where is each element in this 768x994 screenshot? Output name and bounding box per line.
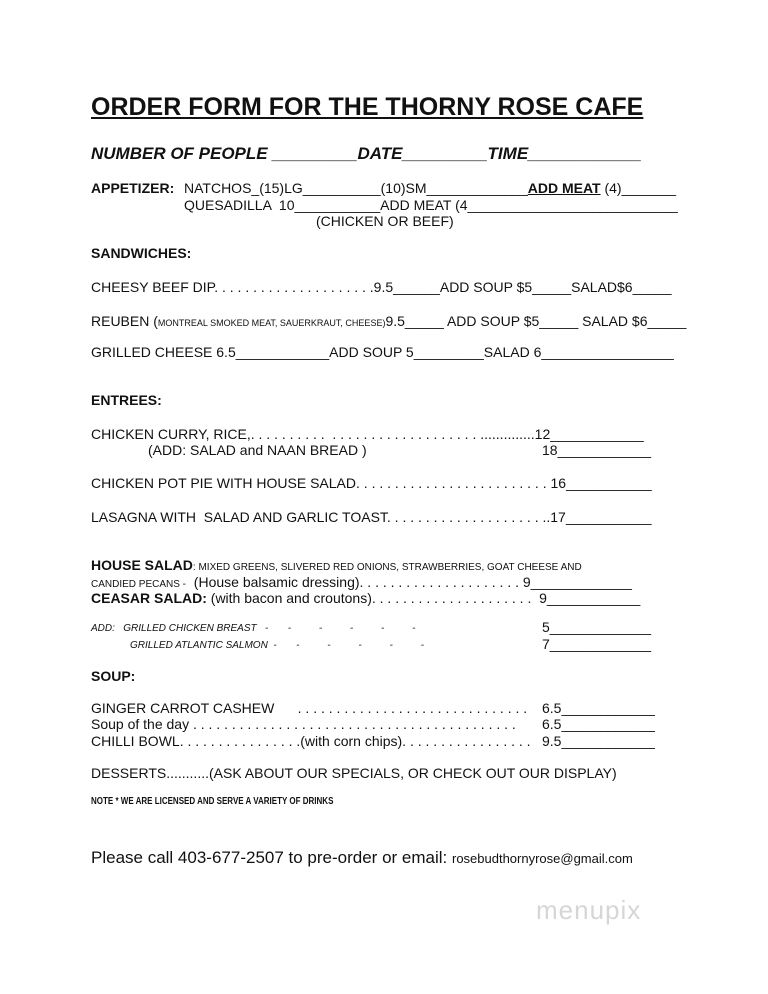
appetizer-heading: APPETIZER: — [91, 180, 175, 196]
appetizer-nachos — [184, 180, 676, 196]
add-chicken: ADD: GRILLED CHICKEN BREAST - - - - - - — [91, 623, 416, 634]
entree-curry-add: (ADD: SALAD and NAAN BREAD ) — [148, 442, 367, 458]
licensed-note: NOTE * WE ARE LICENSED AND SERVE A VARIETY OF DRINKS — [91, 796, 334, 807]
appetizer-quesadilla: QUESADILLA 10___________ADD MEAT (4___________________________ — [184, 197, 678, 213]
reuben-desc: MONTREAL SMOKED MEAT, SAUERKRAUT, CHEESE) — [157, 318, 386, 328]
sandwich-cheesy-beef-dip: CHEESY BEEF DIP. . . . . . . . . . . . . . . . . . . . .9.5______ADD SOUP $5_____SALAD$6_____ — [91, 279, 672, 295]
reuben-rest: 9.5_____ ADD SOUP $5_____ SALAD $6_____ — [385, 313, 687, 329]
add-meat-price: (4)_______ — [600, 180, 677, 196]
ceasar-label: CEASAR SALAD: — [91, 590, 207, 606]
soup-ginger-price: 6.5____________ — [542, 700, 655, 716]
soup-ginger: GINGER CARROT CASHEW . . . . . . . . . . . . . . . . . . . . . . . . . . . . . . — [91, 700, 528, 716]
sandwich-reuben — [91, 313, 686, 331]
sandwich-grilled-cheese: GRILLED CHEESE 6.5____________ADD SOUP 5_________SALAD 6_________________ — [91, 344, 674, 360]
meat-choice: (CHICKEN OR BEEF) — [316, 213, 454, 229]
soup-heading: SOUP: — [91, 668, 136, 684]
reuben-label: REUBEN ( — [91, 313, 158, 329]
add-chicken-price: 5_____________ — [542, 619, 652, 635]
soup-of-day-price: 6.5____________ — [542, 716, 655, 732]
soup-chilli: CHILLI BOWL. . . . . . . . . . . . . . . .(with corn chips). . . . . . . . . . . . . . . . . — [91, 733, 531, 749]
add-salmon: GRILLED ATLANTIC SALMON - - - - - - — [130, 640, 424, 651]
nachos-text: NATCHOS_(15)LG__________(10)SM_____________ — [184, 180, 528, 196]
soup-chilli-price: 9.5____________ — [542, 733, 655, 749]
entree-chicken-curry: CHICKEN CURRY, RICE,. . . . . . . . . . . . . . . . . . . . . . . . . . . . . ..............12____________ — [91, 426, 644, 442]
soup-of-day: Soup of the day . . . . . . . . . . . . . . . . . . . . . . . . . . . . . . . . . . . . . . . . . . — [91, 716, 516, 732]
contact-line — [91, 848, 633, 868]
people-date-time-line: NUMBER OF PEOPLE _________DATE_________TIME____________ — [91, 144, 642, 163]
house-salad-label: HOUSE SALAD — [91, 557, 193, 573]
contact-email[interactable]: rosebudthornyrose@gmail.com — [451, 851, 633, 866]
house-salad-desc2: CANDIED PECANS - — [91, 579, 187, 590]
page-title: ORDER FORM FOR THE THORNY ROSE CAFE — [91, 93, 644, 121]
menupix-watermark: menupix — [536, 895, 642, 925]
entrees-heading: ENTREES: — [91, 392, 162, 408]
ceasar-price: (with bacon and croutons). . . . . . . . . . . . . . . . . . . . . 9____________ — [206, 590, 641, 606]
sandwiches-heading: SANDWICHES: — [91, 245, 192, 261]
house-salad-desc: : MIXED GREENS, SLIVERED RED ONIONS, STRAWBERRIES, GOAT CHEESE AND — [192, 562, 582, 573]
contact-text: Please call 403-677-2507 to pre-order or email: — [91, 848, 452, 867]
entree-pot-pie: CHICKEN POT PIE WITH HOUSE SALAD. . . . . . . . . . . . . . . . . . . . . . . . . 16___________ — [91, 475, 652, 491]
entree-curry-add-price: 18____________ — [542, 442, 652, 458]
add-salmon-price: 7_____________ — [542, 636, 652, 652]
add-meat-label: ADD MEAT — [527, 180, 601, 196]
entree-lasagna: LASAGNA WITH SALAD AND GARLIC TOAST. . . . . . . . . . . . . . . . . . . . ..17___________ — [91, 509, 652, 525]
desserts-line: DESSERTS...........(ASK ABOUT OUR SPECIALS, OR CHECK OUT OUR DISPLAY) — [91, 765, 617, 781]
house-salad-price: (House balsamic dressing). . . . . . . . . . . . . . . . . . . . . 9_____________ — [186, 574, 632, 590]
ceasar-salad — [91, 590, 640, 606]
